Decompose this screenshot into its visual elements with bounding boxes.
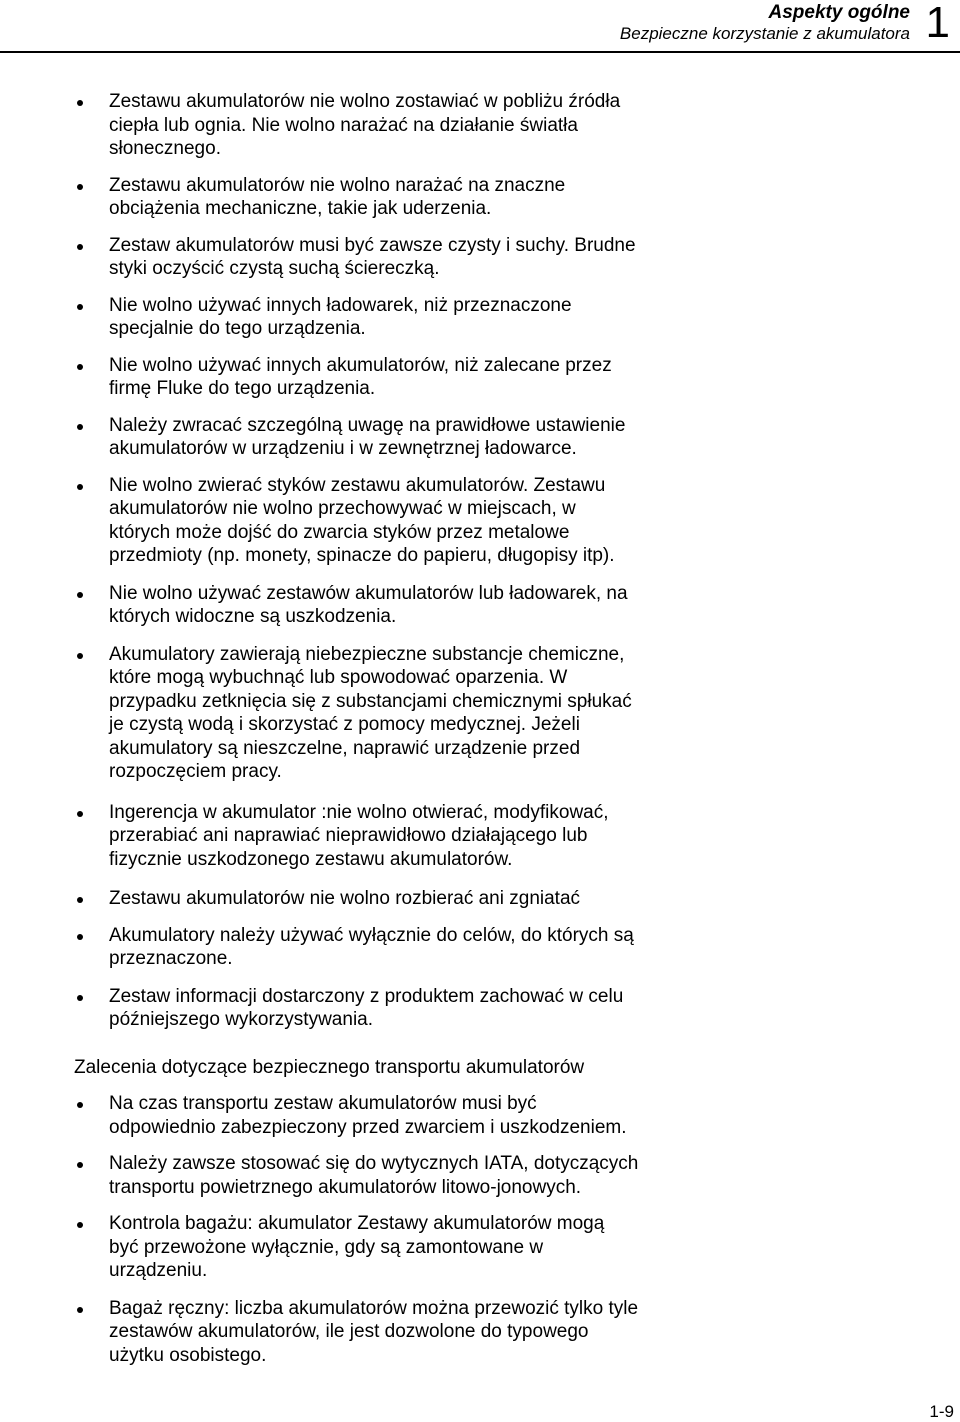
bullet-dot-icon — [77, 1307, 83, 1313]
text-line: których widoczne są uszkodzenia. — [109, 606, 397, 627]
text-line: Nie wolno używać zestawów akumulatorów lub ładowarek, na — [109, 582, 628, 604]
list-item — [74, 1092, 774, 1139]
text-line: które mogą wybuchnąć lub spowodować oparzenia. W — [109, 667, 568, 688]
text-line: akumulatorów nie wolno przechowywać w miejscach, w — [109, 498, 576, 519]
list-item — [74, 294, 774, 341]
text-line: Akumulatory należy używać wyłącznie do celów, do których są — [109, 924, 634, 946]
page-number: 1-9 — [929, 1402, 954, 1421]
header-divider — [0, 51, 960, 53]
text-line: rozpoczęciem pracy. — [109, 761, 282, 782]
list-item — [74, 234, 774, 281]
text-line: słonecznego. — [109, 138, 221, 159]
list-item — [74, 643, 774, 784]
list-item — [74, 801, 774, 872]
text-line: Kontrola bagażu: akumulator Zestawy akumulatorów mogą — [109, 1213, 605, 1234]
text-line: styki oczyścić czystą suchą ściereczką. — [109, 258, 440, 279]
text-line: akumulatory są nieszczelne, naprawić urządzenie przed — [109, 737, 581, 759]
text-line: specjalnie do tego urządzenia. — [109, 318, 366, 339]
bullet-dot-icon — [77, 1162, 83, 1168]
text-line: Zestawu akumulatorów nie wolno zostawiać w pobliżu źródła — [109, 91, 621, 112]
text-line: przypadku zetknięcia się z substancjami chemicznymi spłukać — [109, 690, 632, 712]
text-line: Ingerencja w akumulator :nie wolno otwierać, modyfikować, — [109, 801, 609, 823]
bullet-dot-icon — [77, 364, 83, 370]
text-line: Należy zawsze stosować się do wytycznych IATA, dotyczących — [109, 1153, 639, 1174]
text-line: Na czas transportu zestaw akumulatorów musi być — [109, 1093, 537, 1114]
list-item — [74, 582, 774, 629]
chapter-title: Aspekty ogólne — [768, 2, 910, 23]
section-subtitle: Bezpieczne korzystanie z akumulatora — [619, 24, 910, 43]
text-line: późniejszego wykorzystywania. — [109, 1009, 374, 1030]
page-header — [0, 0, 960, 56]
text-line: firmę Fluke do tego urządzenia. — [109, 378, 376, 399]
text-line: być przewożone wyłącznie, gdy są zamontowane w — [109, 1236, 544, 1258]
text-line: je czystą wodą i skorzystać z pomocy medycznej. Jeżeli — [109, 714, 580, 735]
list-item — [74, 1152, 774, 1199]
bullet-dot-icon — [77, 244, 83, 250]
list-item — [74, 924, 774, 971]
text-line: Nie wolno używać innych akumulatorów, niż zalecane przez — [109, 354, 612, 376]
list-item — [74, 1297, 774, 1368]
safety-bullet-list — [74, 90, 774, 1032]
bullet-dot-icon — [77, 592, 83, 598]
text-line: Nie wolno zwierać styków zestawu akumulatorów. Zestawu — [109, 474, 606, 496]
list-item — [74, 985, 774, 1032]
text-line: których może dojść do zwarcia styków przez metalowe — [109, 521, 570, 543]
text-line: fizycznie uszkodzonego zestawu akumulatorów. — [109, 848, 513, 870]
chapter-number: 1 — [925, 0, 950, 47]
text-line: Bagaż ręczny: liczba akumulatorów można przewozić tylko tyle — [109, 1297, 639, 1319]
text-line: transportu powietrznego akumulatorów litowo-jonowych. — [109, 1176, 582, 1198]
text-line: ciepła lub ognia. Nie wolno narażać na działanie światła — [109, 114, 578, 136]
bullet-dot-icon — [77, 897, 83, 903]
bullet-dot-icon — [77, 184, 83, 190]
text-line: Zestaw akumulatorów musi być zawsze czysty i suchy. Brudne — [109, 234, 636, 256]
text-line: przerabiać ani naprawiać nieprawidłowo działającego lub — [109, 825, 588, 846]
bullet-dot-icon — [77, 424, 83, 430]
text-line: urządzeniu. — [109, 1260, 208, 1281]
text-line: użytku osobistego. — [109, 1344, 267, 1366]
list-item — [74, 354, 774, 401]
text-line: akumulatorów w urządzeniu i w zewnętrznej ładowarce. — [109, 438, 577, 459]
list-item — [74, 1212, 774, 1283]
bullet-dot-icon — [77, 1222, 83, 1228]
list-item — [74, 90, 774, 161]
list-item — [74, 887, 774, 911]
transport-bullet-list — [74, 1092, 774, 1367]
bullet-dot-icon — [77, 995, 83, 1001]
bullet-dot-icon — [77, 1102, 83, 1108]
list-item — [74, 414, 774, 461]
bullet-dot-icon — [77, 653, 83, 659]
text-line: Zestawu akumulatorów nie wolno narażać na znaczne — [109, 174, 566, 196]
text-line: odpowiednio zabezpieczony przed zwarciem i uszkodzeniem. — [109, 1116, 627, 1138]
text-line: obciążenia mechaniczne, takie jak uderzenia. — [109, 198, 492, 219]
text-line: Akumulatory zawierają niebezpieczne substancje chemiczne, — [109, 643, 625, 665]
list-item — [74, 174, 774, 221]
bullet-dot-icon — [77, 100, 83, 106]
text-line: Należy zwracać szczególną uwagę na prawidłowe ustawienie — [109, 414, 626, 436]
bullet-dot-icon — [77, 934, 83, 940]
bullet-dot-icon — [77, 811, 83, 817]
text-line: zestawów akumulatorów, ile jest dozwolone do typowego — [109, 1321, 589, 1342]
text-line: Nie wolno używać innych ładowarek, niż przeznaczone — [109, 294, 572, 316]
bullet-dot-icon — [77, 304, 83, 310]
text-line: przeznaczone. — [109, 948, 233, 969]
text-line: przedmioty (np. monety, spinacze do papieru, długopisy itp). — [109, 545, 615, 566]
text-line: Zestawu akumulatorów nie wolno rozbierać ani zgniatać — [109, 888, 581, 909]
text-line: Zestaw informacji dostarczony z produktem zachować w celu — [109, 985, 624, 1007]
bullet-dot-icon — [77, 484, 83, 490]
transport-section-heading: Zalecenia dotyczące bezpiecznego transportu akumulatorów — [74, 1057, 585, 1078]
list-item — [74, 474, 774, 568]
